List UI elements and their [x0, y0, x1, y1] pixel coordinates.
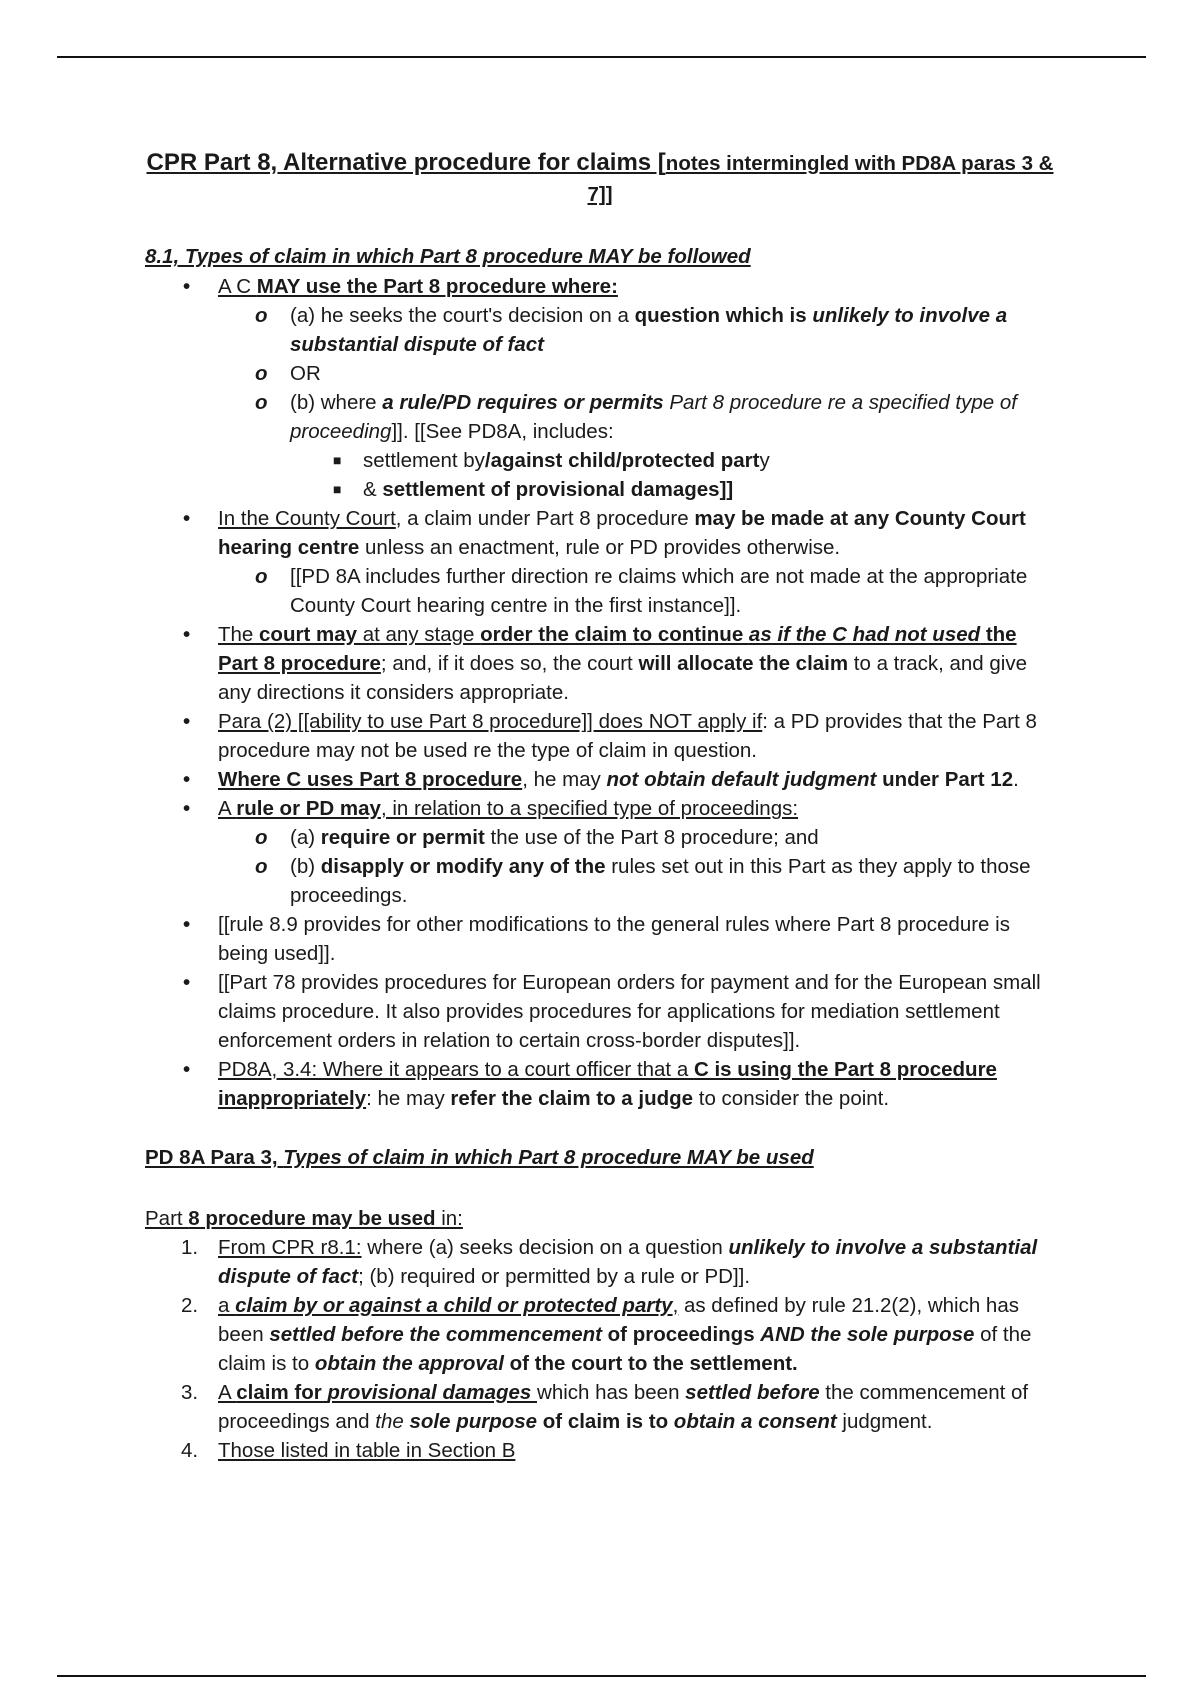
header-rule	[57, 56, 1146, 58]
list-item: • [[Part 78 provides procedures for European orders for payment and for the European small claims procedure. It also provides procedures for applications for mediation settlement enforcement orders in relation to certain cross-border disputes]].	[145, 968, 1055, 1055]
bullet-icon: •	[183, 623, 191, 646]
list-item: • Para (2) [[ability to use Part 8 procedure]] does NOT apply if: a PD provides that the Part 8 procedure may not be used re the type of claim in question.	[145, 707, 1055, 765]
numbered-list	[145, 1233, 1055, 1465]
circle-bullet-icon: o	[255, 826, 268, 849]
sub-list-item: o [[PD 8A includes further direction re claims which are not made at the appropriate County Court hearing centre in the first instance]].	[145, 562, 1055, 620]
bullet-icon: •	[183, 710, 191, 733]
list-item: • [[rule 8.9 provides for other modifications to the general rules where Part 8 procedure is being used]].	[145, 910, 1055, 968]
bullet-icon: •	[183, 1058, 191, 1081]
list-item: • A C MAY use the Part 8 procedure where: o (a) he seeks the court's decision on a question which is unlikely to involve a substantial dispute of fact o OR o (b) where a rule/PD requires or permits Part 8 procedure re a specified type of proceeding]]. [[See PD8A, includes: ■ settlement by/against child/protected party ■ & settlement of provisional damages]]	[145, 272, 1055, 504]
bullet-list	[145, 272, 1055, 1113]
sub-sub-list-item: ■ & settlement of provisional damages]]	[145, 475, 1055, 504]
list-item: • PD8A, 3.4: Where it appears to a court officer that a C is using the Part 8 procedure inappropriately: he may refer the claim to a judge to consider the point.	[145, 1055, 1055, 1113]
list-item: • A rule or PD may, in relation to a specified type of proceedings: o (a) require or permit the use of the Part 8 procedure; and o (b) disapply or modify any of the rules set out in this Part as they apply to those proceedings.	[145, 794, 1055, 910]
sub-list-item: o OR	[145, 359, 1055, 388]
section-intro: Part 8 procedure may be used in:	[145, 1207, 463, 1230]
section-heading-8-1: 8.1, Types of claim in which Part 8 procedure MAY be followed	[145, 245, 751, 268]
sub-list-item: o (b) where a rule/PD requires or permits Part 8 procedure re a specified type of proceeding]]. [[See PD8A, includes: ■ settlement by/against child/protected party ■ & settlement of provisional damages]]	[145, 388, 1055, 504]
list-item: • In the County Court, a claim under Part 8 procedure may be made at any County Court hearing centre unless an enactment, rule or PD provides otherwise. o [[PD 8A includes further direction re claims which are not made at the appropriate County Court hearing centre in the first instance]].	[145, 504, 1055, 620]
sub-list-item: o (a) require or permit the use of the Part 8 procedure; and	[145, 823, 1055, 852]
bullet-icon: •	[183, 971, 191, 994]
circle-bullet-icon: o	[255, 565, 268, 588]
list-item: • The court may at any stage order the claim to continue as if the C had not used the Part 8 procedure; and, if it does so, the court will allocate the claim to a track, and give any directions it considers appropriate.	[145, 620, 1055, 707]
bullet-icon: •	[183, 275, 191, 298]
square-bullet-icon: ■	[333, 481, 342, 497]
list-item: 2. a claim by or against a child or protected party, as defined by rule 21.2(2), which has been settled before the commencement of proceedings AND the sole purpose of the claim is to obtain the approval of the court to the settlement.	[181, 1294, 1032, 1375]
page-title: CPR Part 8, Alternative procedure for claims [notes intermingled with PD8A paras 3 & 7]]	[146, 149, 1054, 206]
square-bullet-icon: ■	[333, 452, 342, 468]
list-item: 1. From CPR r8.1: where (a) seeks decision on a question unlikely to involve a substantial dispute of fact; (b) required or permitted by a rule or PD]].	[181, 1236, 1038, 1288]
circle-bullet-icon: o	[255, 304, 268, 327]
bullet-icon: •	[183, 797, 191, 820]
list-item: 4. Those listed in table in Section B	[181, 1439, 516, 1462]
list-item: 3. A claim for provisional damages which has been settled before the commencement of proceedings and the sole purpose of claim is to obtain a consent judgment.	[181, 1381, 1029, 1433]
footer-rule	[57, 1675, 1146, 1677]
bullet-icon: •	[183, 913, 191, 936]
bullet-icon: •	[183, 768, 191, 791]
section-heading-pd8a: PD 8A Para 3, Types of claim in which Part 8 procedure MAY be used	[145, 1146, 814, 1169]
sub-list-item: o (b) disapply or modify any of the rules set out in this Part as they apply to those proceedings.	[145, 852, 1055, 910]
sub-list-item: o (a) he seeks the court's decision on a question which is unlikely to involve a substantial dispute of fact	[145, 301, 1055, 359]
list-item: • Where C uses Part 8 procedure, he may not obtain default judgment under Part 12.	[145, 765, 1055, 794]
document-body	[145, 147, 1055, 1465]
circle-bullet-icon: o	[255, 362, 268, 385]
bullet-icon: •	[183, 507, 191, 530]
sub-sub-list-item: ■ settlement by/against child/protected party	[145, 446, 1055, 475]
circle-bullet-icon: o	[255, 391, 268, 414]
circle-bullet-icon: o	[255, 855, 268, 878]
